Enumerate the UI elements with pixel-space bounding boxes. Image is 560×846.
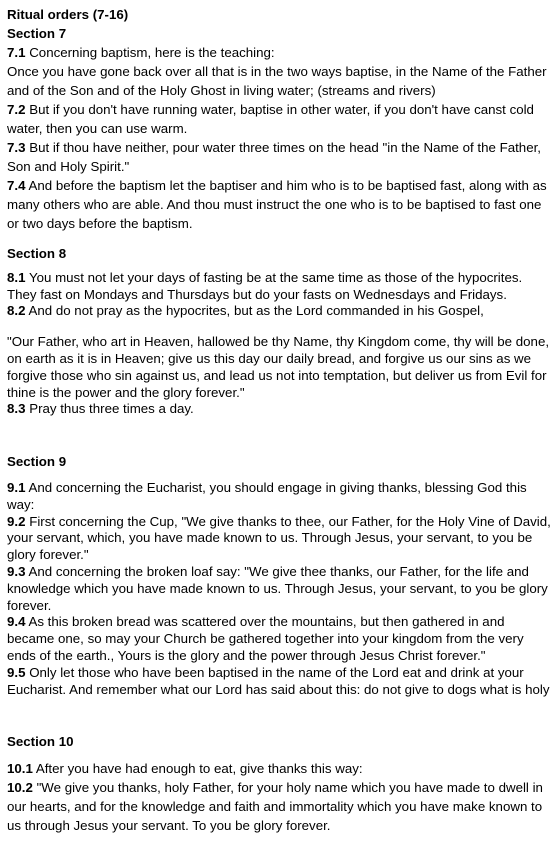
verse-9-4 <box>7 614 555 664</box>
section-8 <box>7 246 555 418</box>
section-heading: Section 8 <box>7 246 67 261</box>
verse-number: 10.1 <box>7 761 33 777</box>
verse-text: But if thou have neither, pour water three times on the head "in the Name of the Father, Son and Holy Spirit." <box>7 140 541 174</box>
verse-8-1 <box>7 270 555 304</box>
verse-7-1 <box>7 43 555 62</box>
verse-7-4 <box>7 176 555 233</box>
verse-text: After you have had enough to eat, give thanks this way: <box>32 761 363 777</box>
section-heading: Section 9 <box>7 454 67 470</box>
verse-7-1-cont <box>7 62 555 100</box>
section-7 <box>7 24 555 233</box>
verse-number: 7.2 <box>7 102 26 117</box>
verse-number: 8.2 <box>7 303 26 319</box>
verse-8-3 <box>7 401 555 418</box>
verse-text: Concerning baptism, here is the teaching: <box>25 45 275 60</box>
verse-10-2 <box>7 778 555 835</box>
section-heading: Section 10 <box>7 734 74 750</box>
section-10 <box>7 734 555 835</box>
verse-9-5 <box>7 665 555 699</box>
verse-text: Only let those who have been baptised in the name of the Lord eat and drink at your Eucharist. And remember what our Lord has said about this: do not give to dogs what is holy <box>7 664 550 697</box>
section-9 <box>7 454 555 698</box>
verse-text: "Our Father, who art in Heaven, hallowed be thy Name, thy Kingdom come, thy will be done, on earth as it is in Heaven; give us this day our daily bread, and forgive us our sins as we forgive those who sin against us, and lead us not into temptation, but deliver us from Evil for thine is the power and the glory forever." <box>7 334 550 400</box>
document-title: Ritual orders (7-16) <box>7 7 129 22</box>
verse-number: 10.2 <box>7 780 33 796</box>
section-heading: Section 7 <box>7 26 67 41</box>
verse-text: And concerning the broken loaf say: "We give thee thanks, our Father, for the life and knowledge which you have made known to us. Through Jesus, your servant, to you be glory forever. <box>7 563 548 613</box>
verse-number: 8.1 <box>7 269 26 285</box>
document-page <box>7 5 555 835</box>
verse-7-2 <box>7 100 555 138</box>
verse-number: 8.3 <box>7 401 26 417</box>
verse-text: Pray thus three times a day. <box>25 401 194 417</box>
verse-number: 9.3 <box>7 563 26 579</box>
verse-9-1 <box>7 480 555 514</box>
verse-text: First concerning the Cup, "We give thanks to thee, our Father, for the Holy Vine of David, your servant, which, you have made known to us. Through Jesus, your servant, to you be glory forever." <box>7 513 551 563</box>
verse-text: "We give you thanks, holy Father, for your holy name which you have made to dwell in our hearts, and for the knowledge and faith and immortality which you have make known to us through Jesus your servant. To you be glory forever. <box>7 780 543 834</box>
verse-number: 7.4 <box>7 178 26 193</box>
lords-prayer <box>7 334 555 401</box>
verse-text: And before the baptism let the baptiser and him who is to be baptised fast, along with as many others who are able. And thou must instruct the one who is to be baptised to fast one or two days before the baptism. <box>7 178 547 231</box>
verse-9-3 <box>7 564 555 614</box>
verse-text: And do not pray as the hypocrites, but as the Lord commanded in his Gospel, <box>25 303 484 319</box>
verse-text: But if you don't have running water, baptise in other water, if you don't have canst cold water, then you can use warm. <box>7 102 534 136</box>
verse-number: 9.2 <box>7 513 26 529</box>
verse-number: 9.5 <box>7 664 26 680</box>
verse-number: 7.3 <box>7 140 26 155</box>
verse-7-3 <box>7 138 555 176</box>
verse-number: 7.1 <box>7 45 26 60</box>
verse-9-2 <box>7 514 555 564</box>
verse-10-1 <box>7 759 555 778</box>
verse-text: Once you have gone back over all that is in the two ways baptise, in the Name of the Father and of the Son and of the Holy Ghost in living water; (streams and rivers) <box>7 64 547 98</box>
verse-number: 9.4 <box>7 614 26 630</box>
verse-text: And concerning the Eucharist, you should engage in giving thanks, blessing God this way: <box>7 479 527 512</box>
verse-text: You must not let your days of fasting be at the same time as those of the hypocrites. They fast on Mondays and Thursdays but do your fasts on Wednesdays and Fridays. <box>7 269 523 302</box>
verse-number: 9.1 <box>7 479 26 495</box>
verse-8-2 <box>7 303 555 320</box>
verse-text: As this broken bread was scattered over the mountains, but then gathered in and became one, so may your Church be gathered together into your kingdom from the very ends of the earth., Yours is the glory and the power through Jesus Christ forever." <box>7 614 524 663</box>
